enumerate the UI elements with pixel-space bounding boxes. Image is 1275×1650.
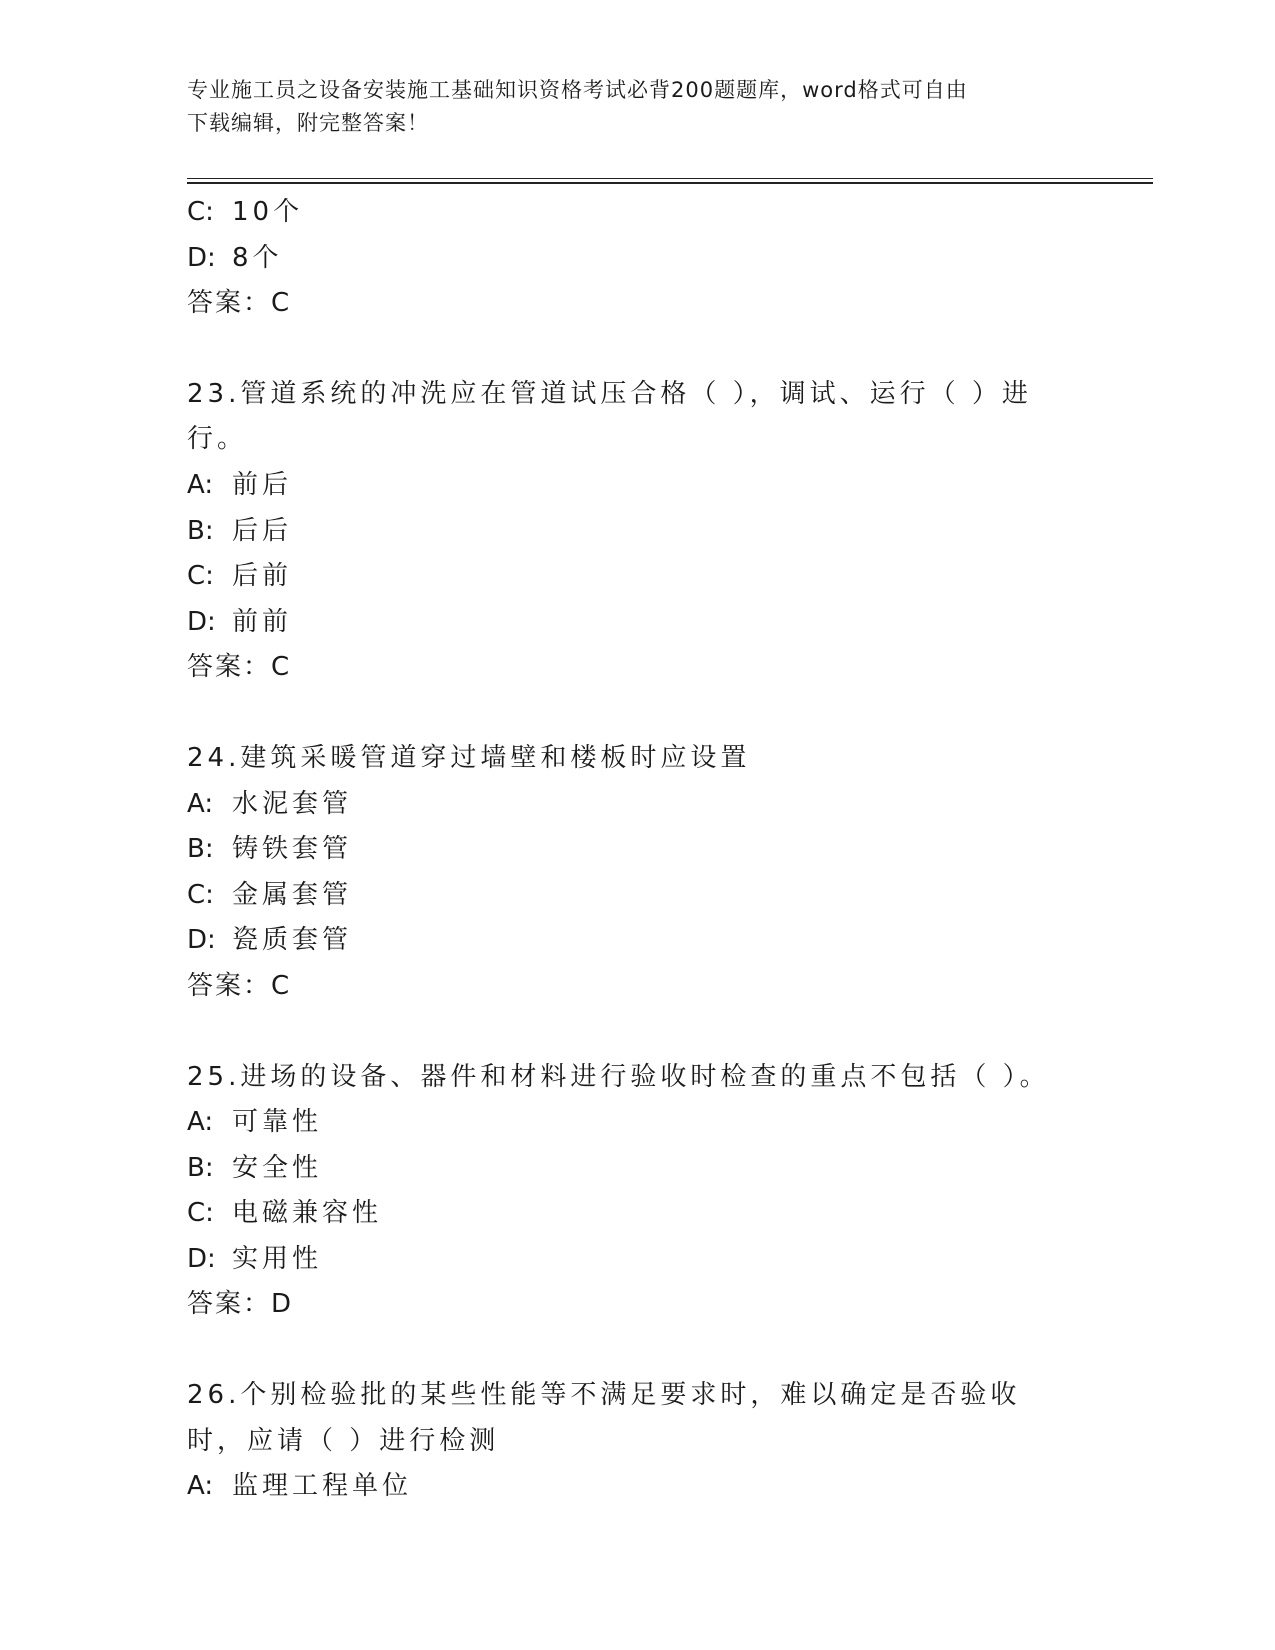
option-line	[187, 509, 1107, 555]
option-text: 实用性	[232, 1243, 323, 1274]
option-text: 后前	[232, 561, 293, 592]
option-letter: A:	[187, 1471, 214, 1502]
option-line	[187, 782, 1107, 828]
option-letter: B:	[187, 515, 214, 546]
option-line	[187, 554, 1107, 600]
header-divider-thin	[187, 178, 1153, 179]
option-text: 水泥套管	[232, 788, 353, 819]
option-text: 可靠性	[232, 1107, 323, 1138]
question-stem: 26.个别检验批的某些性能等不满足要求时，难以确定是否验收时，应请（ ）进行检测	[187, 1380, 1021, 1456]
option-line	[187, 827, 1107, 873]
answer-line: 答案：D	[187, 1289, 294, 1320]
option-text: 电磁兼容性	[232, 1198, 383, 1229]
header-line-1: 专业施工员之设备安装施工基础知识资格考试必背200题题库，word格式可自由	[187, 78, 968, 102]
question-stem: 23.管道系统的冲洗应在管道试压合格（ ），调试、运行（ ）进行。	[187, 378, 1032, 455]
option-line	[187, 600, 1107, 646]
option-letter: C:	[187, 197, 214, 227]
option-text: 瓷质套管	[232, 925, 353, 956]
option-line	[187, 1146, 1107, 1192]
option-text: 安全性	[232, 1152, 323, 1183]
question-carryover	[187, 190, 1107, 327]
header-divider-thick	[187, 182, 1153, 184]
option-letter: A:	[187, 1107, 214, 1138]
answer-line: 答案：C	[187, 288, 292, 319]
question-stem: 24.建筑采暖管道穿过墙壁和楼板时应设置	[187, 742, 751, 773]
option-line	[187, 873, 1107, 919]
option-line	[187, 190, 1107, 236]
option-line	[187, 1464, 1107, 1510]
option-line	[187, 463, 1107, 509]
option-text: 8个	[232, 242, 283, 273]
option-line	[187, 1237, 1107, 1283]
option-letter: D:	[187, 242, 216, 273]
question-23	[187, 372, 1107, 691]
option-line	[187, 1100, 1107, 1146]
option-letter: D:	[187, 606, 216, 637]
question-stem: 25.进场的设备、器件和材料进行验收时检查的重点不包括（ ）。	[187, 1061, 1050, 1092]
document-header	[187, 74, 1067, 140]
option-letter: D:	[187, 925, 216, 956]
question-24	[187, 736, 1107, 1010]
option-text: 前后	[232, 469, 293, 500]
option-text: 监理工程单位	[232, 1471, 413, 1502]
option-line	[187, 1191, 1107, 1237]
option-line	[187, 918, 1107, 964]
option-letter: C:	[187, 1198, 214, 1229]
option-text: 后后	[232, 515, 293, 546]
option-letter: B:	[187, 834, 214, 865]
option-letter: D:	[187, 1243, 216, 1274]
question-26	[187, 1373, 1107, 1510]
option-letter: A:	[187, 788, 214, 819]
option-letter: C:	[187, 561, 214, 592]
option-text: 10个	[232, 197, 304, 227]
option-line	[187, 236, 1107, 282]
question-25	[187, 1055, 1107, 1329]
answer-line: 答案：C	[187, 970, 292, 1001]
option-letter: A:	[187, 469, 214, 500]
option-text: 金属套管	[232, 879, 353, 910]
option-text: 铸铁套管	[232, 834, 353, 865]
answer-line: 答案：C	[187, 652, 292, 683]
header-line-2: 下载编辑，附完整答案！	[187, 111, 429, 135]
option-text: 前前	[232, 606, 293, 637]
question-content	[187, 190, 1107, 1510]
option-letter: C:	[187, 879, 214, 910]
option-letter: B:	[187, 1152, 214, 1183]
